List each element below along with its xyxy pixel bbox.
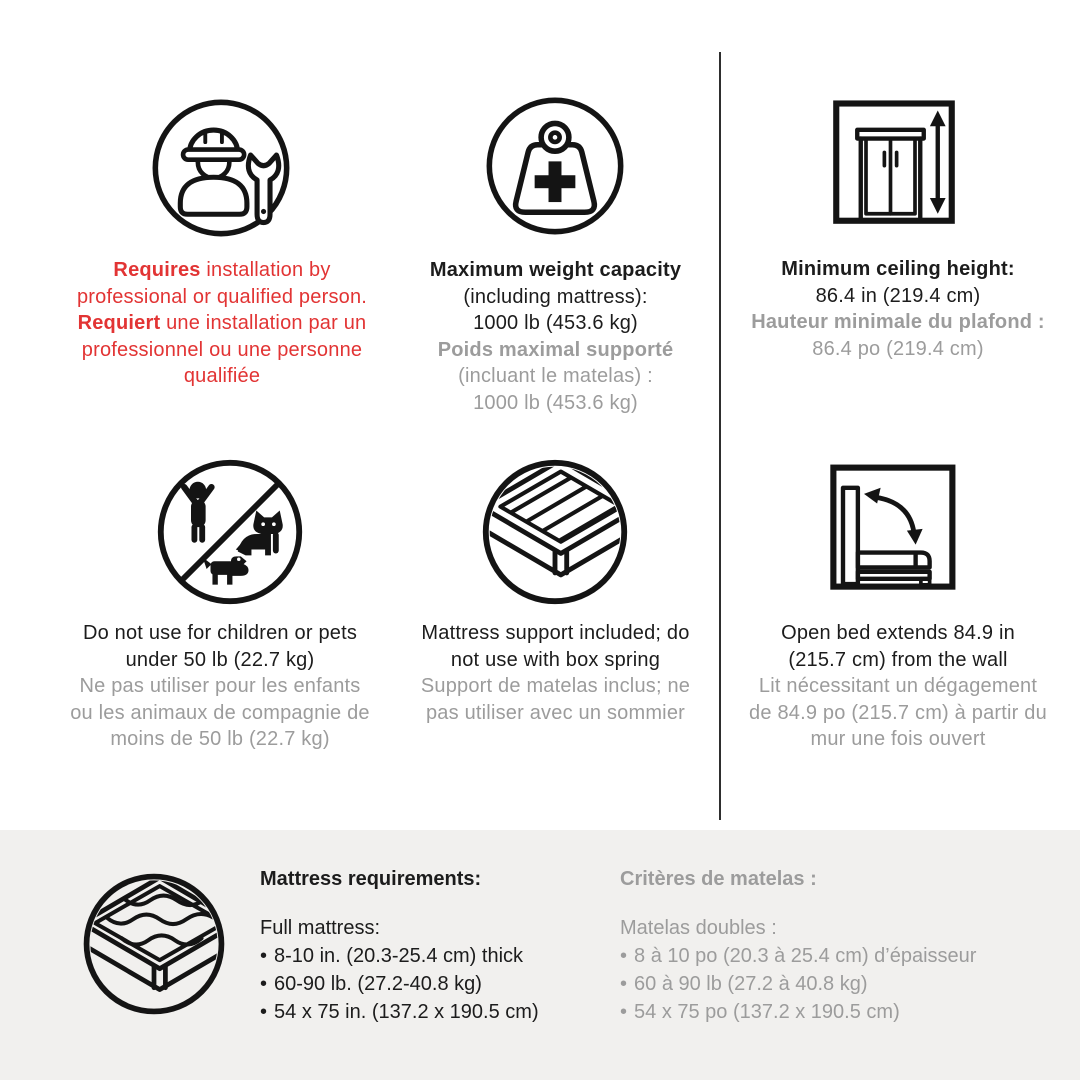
mattress-req-fr-title: Critères de matelas :: [620, 868, 817, 890]
mattress-req-en-subtitle: Full mattress:: [260, 917, 381, 939]
mattress-req-fr-subtitle: Matelas doubles :: [620, 917, 777, 939]
installation-text: Requires installation by professional or qualified person. Requiert une installation par un professionnel ou une personne qualifiée: [32, 257, 412, 390]
support-text: Mattress support included; do not use with box spring Support de matelas inclus; ne pas utiliser avec un sommier: [420, 622, 691, 724]
installation-fr-line: Requiert une installation par un: [77, 312, 367, 334]
list-item: • 8 à 10 po (20.3 à 25.4 cm) d’épaisseur: [620, 945, 977, 967]
children-text: Do not use for children or pets under 50 lb (22.7 kg) Ne pas utiliser pour les enfants ou les animaux de compagnie de moins de 50 lb (22.7 kg): [70, 622, 370, 750]
mattress-req-en-list: [260, 942, 600, 1026]
list-item: • 60 à 90 lb (27.2 à 40.8 kg): [620, 973, 868, 995]
mattress-req-fr: [620, 866, 1060, 1026]
mattress-req-en-title: Mattress requirements:: [260, 868, 482, 890]
list-item: • 8-10 in. (20.3-25.4 cm) thick: [260, 945, 524, 967]
mattress-icon: [78, 868, 230, 1020]
list-item: • 60-90 lb. (27.2-40.8 kg): [260, 973, 482, 995]
mattress-req-fr-list: [620, 942, 1060, 1026]
worker-hardhat-wrench-icon: [147, 94, 295, 242]
kettlebell-plus-icon: [481, 92, 629, 240]
cabinet-height-arrow-icon: [824, 92, 964, 234]
mattress-req-en: [260, 866, 600, 1026]
mattress-requirements-band: [0, 830, 1080, 1080]
no-children-pets-icon: [152, 454, 308, 610]
list-item: • 54 x 75 po (137.2 x 190.5 cm): [620, 1001, 900, 1023]
slatted-bed-base-icon: [477, 454, 633, 610]
installation-en-line: Requires installation by: [113, 259, 331, 281]
weight-text: Maximum weight capacity (including mattress): 1000 lb (453.6 kg) Poids maximal supporté (incluant le matelas) : 1000 lb (453.6 kg): [429, 259, 682, 414]
wall-bed-folding-icon: [822, 458, 962, 598]
ceiling-text: Minimum ceiling height: 86.4 in (219.4 cm) Hauteur minimale du plafond : 86.4 po (219.4 cm): [751, 258, 1045, 360]
vertical-divider: [719, 52, 721, 820]
openbed-text: Open bed extends 84.9 in (215.7 cm) from the wall Lit nécessitant un dégagement de 84.9 po (215.7 cm) à partir du mur une fois ouvert: [749, 622, 1047, 750]
list-item: • 54 x 75 in. (137.2 x 190.5 cm): [260, 1001, 539, 1023]
